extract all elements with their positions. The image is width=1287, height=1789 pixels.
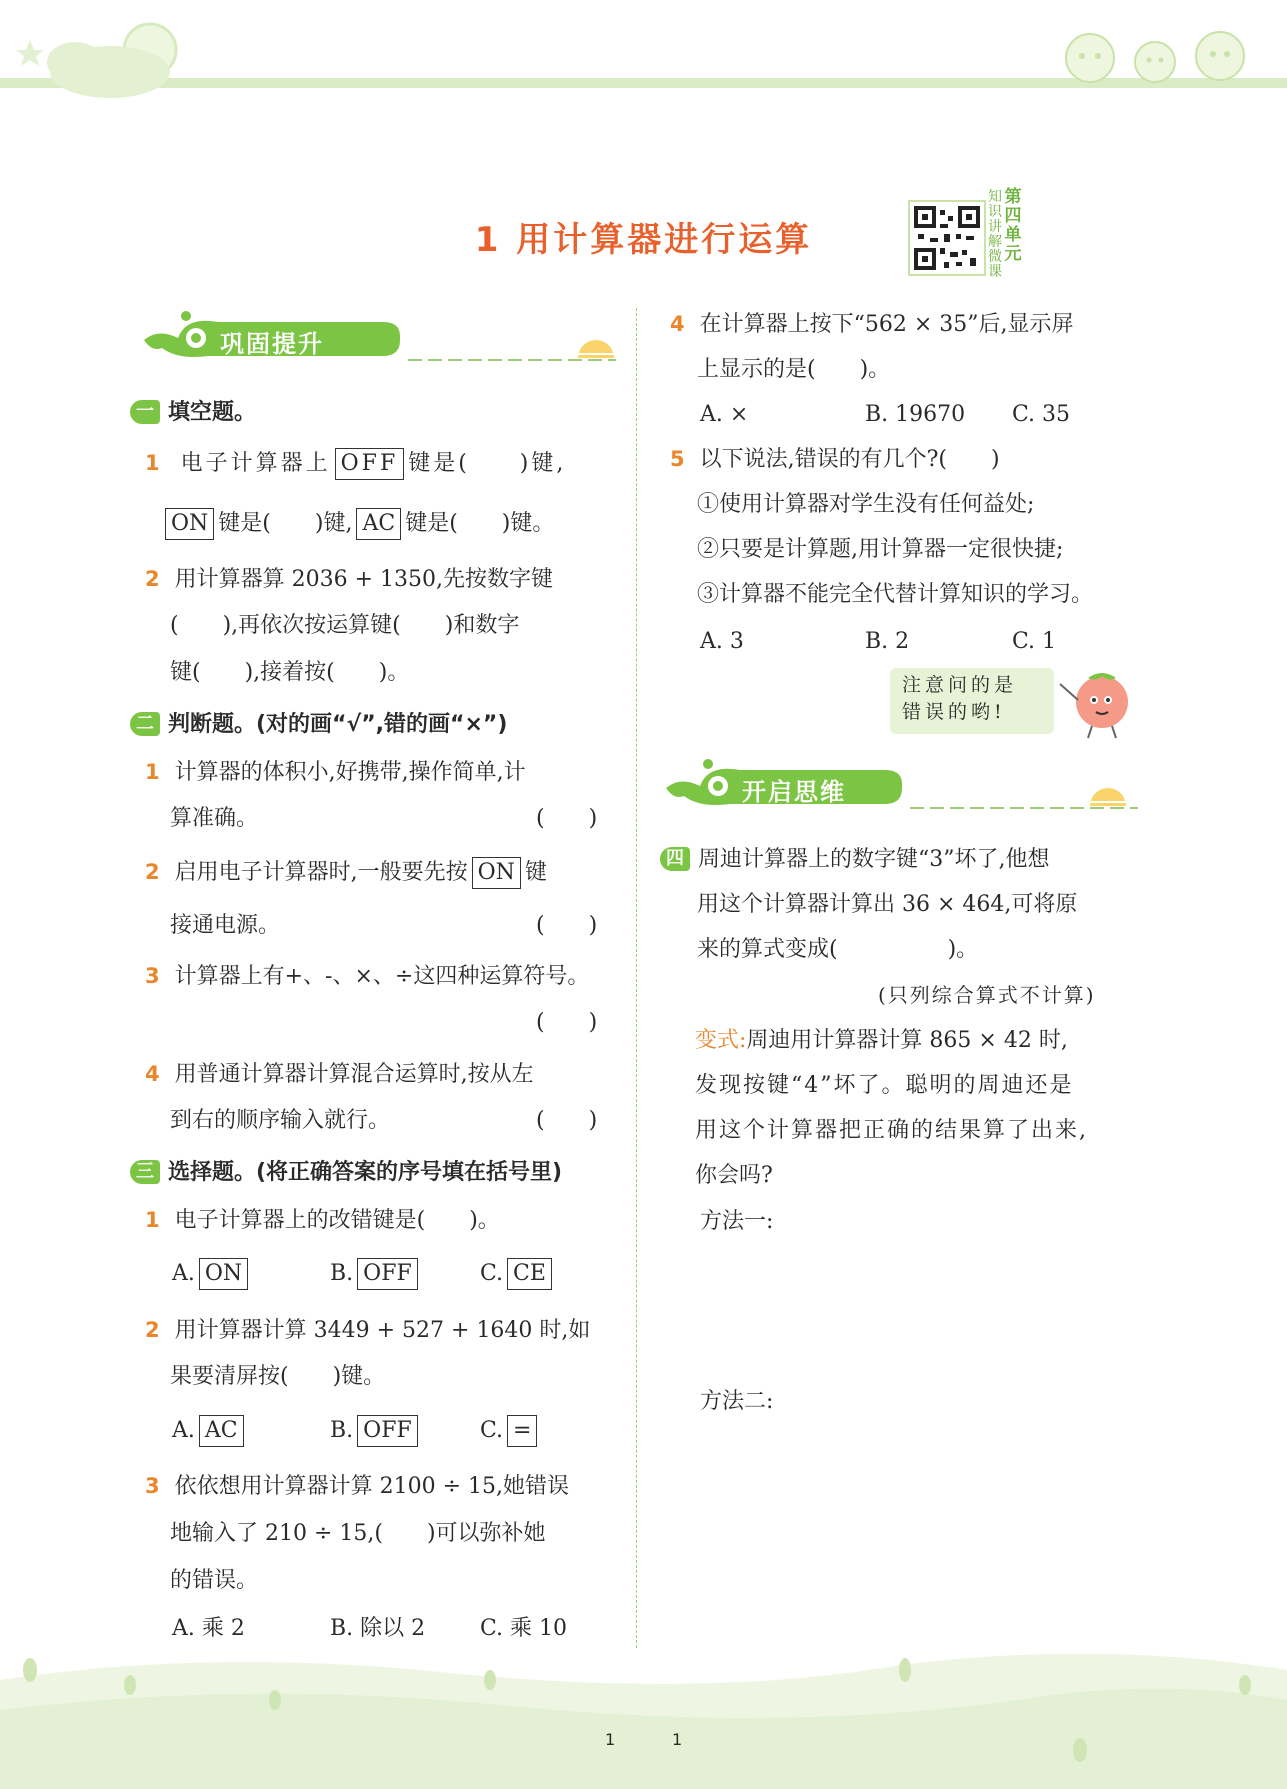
qr-code-icon[interactable] xyxy=(908,200,986,276)
ac-key-box: AC xyxy=(199,1415,244,1447)
statement-1: ①使用计算器对学生没有任何益处; xyxy=(697,492,1035,517)
equals-key-box: = xyxy=(507,1415,537,1447)
animal-faces-decor xyxy=(1055,18,1255,88)
side-char: 元 xyxy=(1004,244,1022,264)
question-line xyxy=(670,309,1074,340)
option-b[interactable]: B. 19670 xyxy=(865,402,966,427)
text-line: 接通电源。 xyxy=(170,913,281,938)
option-b[interactable] xyxy=(330,1258,422,1290)
option-letter: B. xyxy=(330,1418,354,1443)
option-c[interactable]: C. 1 xyxy=(1012,629,1057,654)
hint-bubble xyxy=(890,668,1054,734)
page-title: 1 用计算器进行运算 xyxy=(474,220,813,260)
heading-text: 填空题。 xyxy=(168,400,257,425)
option-letter: C. xyxy=(480,1418,504,1443)
option-letter: A. xyxy=(172,1261,195,1286)
section-banner-consolidate xyxy=(138,310,618,366)
text: 用普通计算器计算混合运算时,按从左 xyxy=(174,1062,534,1087)
note-text: (只列综合算式不计算) xyxy=(878,983,1096,1007)
option-b[interactable]: B. 除以 2 xyxy=(330,1616,426,1641)
text-line: 用这个计算器计算出 36 × 464,可将原 xyxy=(697,892,1078,917)
text-line: ( ),再依次按运算键( )和数字 xyxy=(170,613,520,638)
text: 在计算器上按下“562 × 35”后,显示屏 xyxy=(699,312,1074,337)
option-letter: B. xyxy=(330,1261,354,1286)
option-letter: C. xyxy=(480,1261,504,1286)
answer-paren[interactable]: ( ) xyxy=(536,1108,598,1133)
question-number: 3 xyxy=(145,1474,160,1498)
question-number: 4 xyxy=(145,1062,160,1086)
text: 电子计算器上 xyxy=(180,451,331,476)
variant-line xyxy=(695,1026,1068,1056)
part-badge: 三 xyxy=(130,1160,160,1184)
option-a[interactable] xyxy=(172,1258,252,1290)
question-line xyxy=(145,1315,590,1346)
off-key-box: OFF xyxy=(357,1258,418,1290)
question-line xyxy=(145,1471,569,1502)
question-number: 1 xyxy=(145,760,160,784)
question-line xyxy=(145,757,526,788)
side-label-unit xyxy=(1004,188,1022,264)
text: 以下说法,错误的有几个?( ) xyxy=(699,447,1000,472)
page-number-left: 1 xyxy=(605,1730,616,1749)
text: 周迪计算器上的数字键“3”坏了,他想 xyxy=(698,847,1050,872)
question-number: 1 xyxy=(145,451,163,475)
text: 键是( )键, xyxy=(408,451,567,476)
cloud-sun-decor xyxy=(0,0,220,110)
question-number: 2 xyxy=(145,1318,160,1342)
part1-heading xyxy=(130,395,256,426)
on-key-box: ON xyxy=(199,1258,248,1290)
answer-paren[interactable]: ( ) xyxy=(536,1010,598,1035)
text-line: 你会吗? xyxy=(695,1163,773,1188)
part2-heading xyxy=(130,707,507,738)
question-line xyxy=(145,564,553,595)
part-badge: 四 xyxy=(660,847,690,871)
option-c[interactable]: C. 乘 10 xyxy=(480,1616,568,1641)
text-line: 来的算式变成( )。 xyxy=(697,937,979,962)
option-letter: A. xyxy=(172,1418,195,1443)
option-c[interactable] xyxy=(480,1415,541,1447)
method-1-label: 方法一: xyxy=(700,1209,774,1234)
option-b[interactable] xyxy=(330,1415,422,1447)
side-label-course xyxy=(986,190,1004,280)
text-line: 地输入了 210 ÷ 15,( )可以弥补她 xyxy=(170,1521,546,1546)
option-c[interactable]: C. 35 xyxy=(1012,402,1071,427)
statement-3: ③计算器不能完全代替计算知识的学习。 xyxy=(697,582,1094,607)
text: 计算器上有+、-、×、÷这四种运算符号。 xyxy=(174,964,590,989)
text: 用计算器计算 3449 + 527 + 1640 时,如 xyxy=(174,1318,591,1343)
method-2-label: 方法二: xyxy=(700,1389,774,1414)
question-line xyxy=(145,1059,534,1090)
hills-decor xyxy=(0,1640,1287,1789)
question-line xyxy=(165,508,554,540)
text: 启用电子计算器时,一般要先按 xyxy=(174,860,468,885)
side-char: 单 xyxy=(1004,225,1022,245)
hint-line: 错误的哟! xyxy=(902,701,1006,723)
question-line xyxy=(145,1205,500,1236)
side-char: 知 xyxy=(988,189,1002,205)
text-line: 的错误。 xyxy=(170,1568,259,1593)
column-divider xyxy=(636,308,637,1648)
question-line xyxy=(660,845,1050,875)
option-c[interactable] xyxy=(480,1258,556,1290)
side-char: 讲 xyxy=(988,219,1002,235)
on-key-box: ON xyxy=(472,857,521,889)
question-line xyxy=(145,448,566,480)
option-a[interactable] xyxy=(172,1415,248,1447)
question-number: 2 xyxy=(145,567,160,591)
ce-key-box: CE xyxy=(507,1258,552,1290)
on-key-box: ON xyxy=(165,508,214,540)
part3-heading xyxy=(130,1155,562,1186)
side-char: 课 xyxy=(988,264,1002,280)
heading-text: 判断题。(对的画“√”,错的画“×”) xyxy=(168,712,508,737)
option-a[interactable]: A. × xyxy=(700,402,749,427)
text: 键 xyxy=(524,860,547,885)
text-line: 算准确。 xyxy=(170,806,259,831)
text: 依依想用计算器计算 2100 ÷ 15,她错误 xyxy=(174,1474,570,1499)
side-char: 解 xyxy=(988,234,1002,250)
side-char: 识 xyxy=(988,204,1002,220)
question-number: 4 xyxy=(670,312,685,336)
text: 键是( )键, xyxy=(218,511,353,536)
statement-2: ②只要是计算题,用计算器一定很快捷; xyxy=(697,537,1064,562)
text-line: 键( ),接着按( )。 xyxy=(170,660,410,685)
question-line xyxy=(670,444,1000,475)
text: 用计算器算 2036 + 1350,先按数字键 xyxy=(174,567,554,592)
text: 计算器的体积小,好携带,操作简单,计 xyxy=(174,760,526,785)
tomato-mascot-icon xyxy=(1052,660,1142,740)
question-number: 1 xyxy=(145,1208,160,1232)
text-line: 到右的顺序输入就行。 xyxy=(170,1108,391,1133)
text-line: 果要清屏按( )键。 xyxy=(170,1364,386,1389)
answer-paren[interactable]: ( ) xyxy=(536,913,598,938)
ac-key-box: AC xyxy=(356,508,401,540)
page-number-right: 1 xyxy=(672,1730,683,1749)
side-char: 微 xyxy=(988,249,1002,265)
section-title: 开启思维 xyxy=(742,778,846,806)
question-line xyxy=(145,961,589,992)
part-badge: 一 xyxy=(130,400,160,424)
text-line: 用这个计算器把正确的结果算了出来, xyxy=(695,1118,1088,1143)
whale-banner-icon xyxy=(660,758,1140,814)
section-banner-thinking xyxy=(660,758,1140,814)
section-title: 巩固提升 xyxy=(220,330,324,358)
off-key-box: OFF xyxy=(357,1415,418,1447)
variant-label: 变式: xyxy=(695,1028,747,1053)
off-key-box: OFF xyxy=(335,448,405,480)
hint-line: 注意问的是 xyxy=(902,674,1018,696)
part-badge: 二 xyxy=(130,712,160,736)
text-line: 发现按键“4”坏了。聪明的周迪还是 xyxy=(695,1073,1074,1098)
question-number: 5 xyxy=(670,447,685,471)
side-char: 第 xyxy=(1004,187,1022,207)
text: 电子计算器上的改错键是( )。 xyxy=(174,1208,500,1233)
text: 周迪用计算器计算 865 × 42 时, xyxy=(746,1028,1068,1053)
text: 键是( )键。 xyxy=(405,511,555,536)
question-line xyxy=(145,857,547,889)
text-line: 上显示的是( )。 xyxy=(697,357,891,382)
answer-paren[interactable]: ( ) xyxy=(536,806,598,831)
question-number: 2 xyxy=(145,860,160,884)
question-number: 3 xyxy=(145,964,160,988)
side-char: 四 xyxy=(1004,206,1022,226)
option-a[interactable]: A. 乘 2 xyxy=(172,1616,245,1641)
heading-text: 选择题。(将正确答案的序号填在括号里) xyxy=(168,1160,563,1185)
option-b[interactable]: B. 2 xyxy=(865,629,910,654)
option-a[interactable]: A. 3 xyxy=(700,629,744,654)
whale-banner-icon xyxy=(138,310,618,366)
